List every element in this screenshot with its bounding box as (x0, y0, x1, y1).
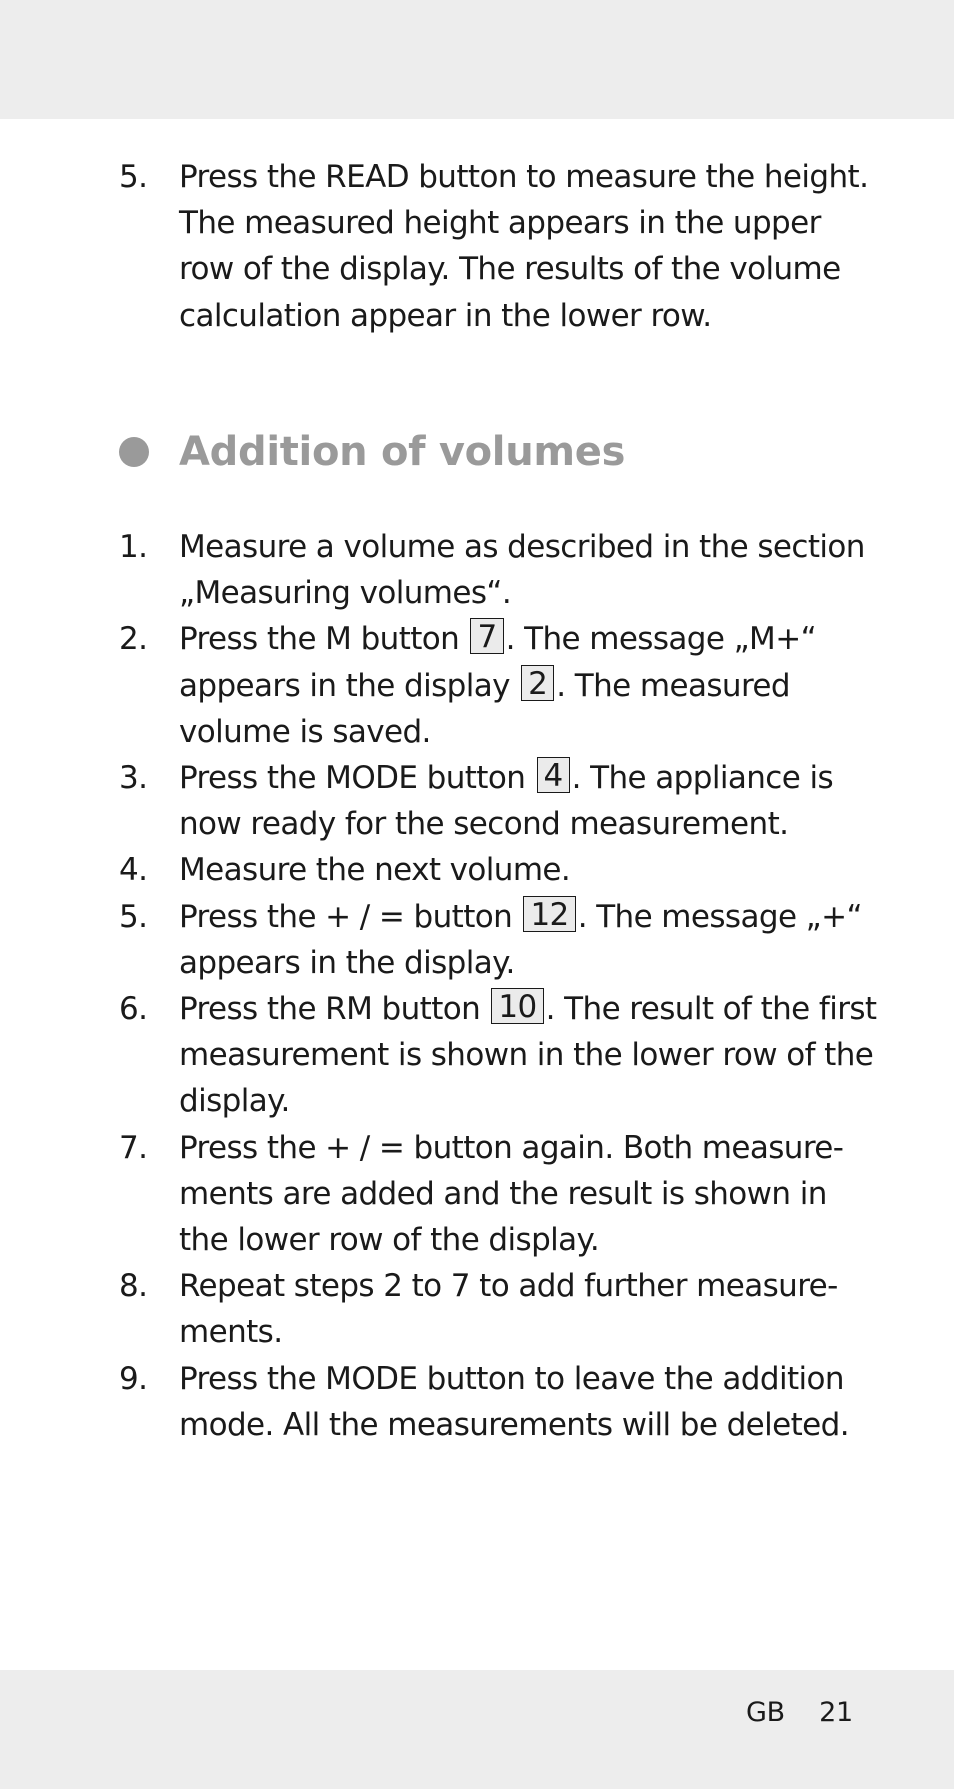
text-segment: the lower row of the display. (179, 1222, 600, 1259)
text-segment: Measure the next volume. (179, 852, 571, 889)
step-number: 5. (119, 898, 148, 935)
text-segment: Press the M button (179, 621, 469, 658)
step-line (179, 1309, 839, 1355)
step-text (179, 894, 862, 986)
part-reference-box: 4 (537, 757, 570, 793)
text-segment: Press the MODE button to leave the addition (179, 1360, 844, 1397)
step-text (179, 755, 839, 847)
text-segment: Measure a volume as described in the section (179, 529, 865, 565)
step-text (179, 1125, 843, 1264)
step-line: Press the READ button to measure the height. (179, 159, 869, 195)
step-line (179, 986, 877, 1032)
step-text (179, 524, 865, 616)
step-text (179, 616, 839, 755)
step-number: 4. (119, 852, 148, 889)
step-line (179, 709, 839, 755)
text-segment: ments. (179, 1314, 283, 1351)
step-item (119, 894, 862, 986)
step-item (119, 755, 839, 847)
step-line (179, 570, 865, 616)
text-segment: volume is saved. (179, 713, 431, 750)
text-segment: appears in the display. (179, 944, 515, 981)
step-item (119, 986, 877, 1125)
step-line (179, 1171, 843, 1217)
step-line (179, 940, 862, 986)
page-footer (746, 1697, 853, 1728)
language-code: GB (746, 1697, 785, 1728)
page-number: 21 (819, 1697, 853, 1728)
text-segment: „Measuring volumes“. (179, 575, 512, 612)
text-segment: appears in the display (179, 667, 520, 704)
addition-steps (119, 524, 877, 1448)
step-item (119, 524, 865, 616)
text-segment: Press the + / = button again. Both measure- (179, 1129, 844, 1166)
step-line (179, 663, 839, 709)
text-segment: . The result of the first (545, 991, 877, 1028)
step-line (179, 1032, 877, 1078)
step-item (119, 847, 839, 893)
part-reference-box: 12 (523, 896, 575, 932)
step-line (179, 1402, 849, 1448)
step-item (119, 154, 869, 339)
step-item (119, 1263, 839, 1355)
text-segment: measurement is shown in the lower row of the (179, 1037, 874, 1074)
part-reference-box: 10 (491, 988, 543, 1024)
step-item (119, 1125, 844, 1264)
step-line: row of the display. The results of the volume (179, 251, 841, 288)
step-number: 1. (119, 529, 148, 565)
text-segment: Press the + / = button (179, 898, 522, 935)
step-item (119, 616, 839, 755)
step-text (179, 1356, 849, 1448)
text-segment: mode. All the measurements will be deleted. (179, 1406, 849, 1443)
step-line (179, 894, 862, 940)
step-line (179, 1078, 877, 1124)
text-segment: display. (179, 1083, 290, 1120)
step-line (179, 801, 839, 847)
text-segment: . The message „M+“ (505, 621, 817, 658)
bullet-icon (119, 437, 149, 467)
part-reference-box: 2 (521, 665, 554, 701)
step-line (179, 1356, 849, 1402)
step-line (179, 1217, 843, 1263)
step-number: 3. (119, 760, 148, 797)
step-number: 9. (119, 1360, 148, 1397)
step-number: 2. (119, 621, 148, 658)
part-reference-box: 7 (470, 618, 503, 654)
step-number: 7. (119, 1129, 148, 1166)
section-title: Addition of volumes (179, 429, 626, 475)
section-heading (119, 420, 625, 484)
step-line (179, 1263, 839, 1309)
text-segment: . The message „+“ (577, 898, 862, 935)
text-segment: . The measured (556, 667, 790, 704)
step-line (179, 524, 865, 570)
text-segment: Press the RM button (179, 991, 490, 1028)
step-number: 5. (119, 159, 148, 195)
step-line (179, 1125, 843, 1171)
step-number: 8. (119, 1268, 148, 1305)
bottom-band (0, 1670, 954, 1789)
text-segment: Repeat steps 2 to 7 to add further measure- (179, 1268, 838, 1305)
intro-steps (119, 154, 869, 339)
text-segment: . The appliance is (571, 760, 834, 797)
step-text (179, 154, 868, 339)
text-segment: now ready for the second measurement. (179, 806, 789, 843)
step-text (179, 986, 877, 1125)
text-segment: Press the MODE button (179, 760, 535, 797)
step-line (179, 755, 839, 801)
step-line (179, 847, 839, 893)
text-segment: ments are added and the result is shown in (179, 1175, 827, 1212)
step-text (179, 1263, 839, 1355)
step-line: calculation appear in the lower row. (179, 297, 712, 334)
step-item (119, 1356, 849, 1448)
step-text (179, 847, 839, 893)
step-line (179, 616, 839, 662)
step-number: 6. (119, 991, 148, 1028)
step-line: The measured height appears in the upper (179, 205, 821, 242)
